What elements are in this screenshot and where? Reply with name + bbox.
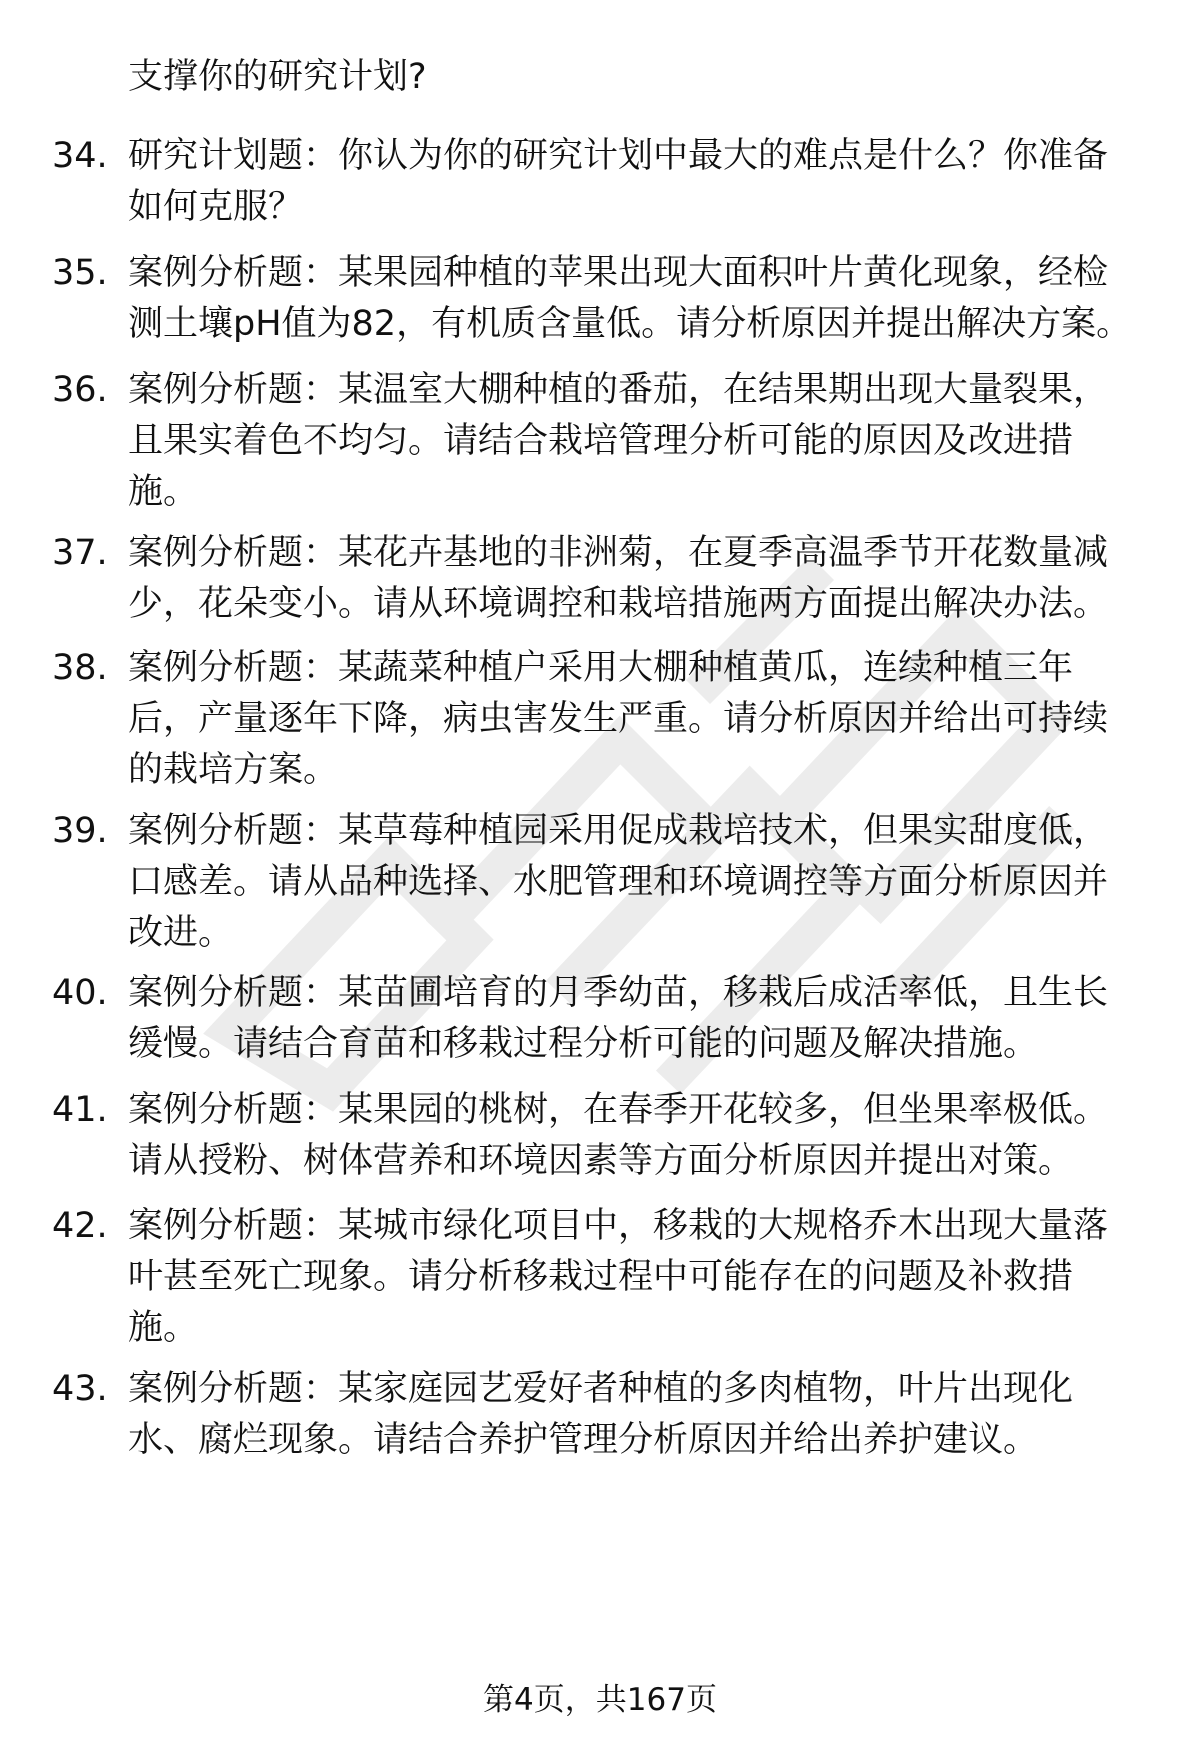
continuation-text: 支撑你的研究计划? [128, 57, 427, 97]
question-item [52, 1085, 1152, 1187]
question-text: 案例分析题：某果园的桃树，在春季开花较多，但坐果率极低。 请从授粉、树体营养和环境因素等方面分析原因并提出对策。 [128, 1090, 1109, 1181]
question-item [52, 1364, 1152, 1466]
page-footer: 第4页，共167页 [483, 1682, 717, 1718]
question-number: 39. [52, 811, 108, 851]
question-number: 38. [52, 648, 108, 688]
question-item [52, 365, 1152, 518]
question-number: 37. [52, 533, 108, 573]
question-text: 案例分析题：某城市绿化项目中，移栽的大规格乔木出现大量落 叶甚至死亡现象。请分析移栽过程中可能存在的问题及补救措 施。 [128, 1206, 1109, 1348]
question-number: 41. [52, 1090, 108, 1130]
question-item [52, 528, 1152, 630]
question-text: 案例分析题：某花卉基地的非洲菊，在夏季高温季节开花数量减 少，花朵变小。请从环境调控和栽培措施两方面提出解决办法。 [128, 533, 1109, 624]
question-text: 研究计划题：你认为你的研究计划中最大的难点是什么？你准备 如何克服？ [128, 136, 1109, 227]
question-text: 案例分析题：某果园种植的苹果出现大面积叶片黄化现象，经检 测土壤pH值为82，有机质含量低。请分析原因并提出解决方案。 [128, 253, 1132, 344]
question-item [52, 806, 1152, 959]
question-text: 案例分析题：某家庭园艺爱好者种植的多肉植物，叶片出现化 水、腐烂现象。请结合养护管理分析原因并给出养护建议。 [128, 1369, 1074, 1460]
question-item [52, 131, 1152, 233]
question-number: 43. [52, 1369, 108, 1409]
question-item [52, 968, 1152, 1070]
question-text: 案例分析题：某苗圃培育的月季幼苗，移栽后成活率低，且生长 缓慢。请结合育苗和移栽过程分析可能的问题及解决措施。 [128, 973, 1109, 1064]
question-item [52, 643, 1152, 796]
question-number: 36. [52, 370, 108, 410]
question-text: 案例分析题：某草莓种植园采用促成栽培技术，但果实甜度低， 口感差。请从品种选择、水肥管理和环境调控等方面分析原因并 改进。 [128, 811, 1109, 953]
question-number: 34. [52, 136, 108, 176]
question-item [52, 248, 1152, 350]
question-number: 42. [52, 1206, 108, 1246]
question-text: 案例分析题：某温室大棚种植的番茄，在结果期出现大量裂果， 且果实着色不均匀。请结合栽培管理分析可能的原因及改进措 施。 [128, 370, 1109, 512]
question-item [52, 1201, 1152, 1354]
question-number: 35. [52, 253, 108, 293]
question-number: 40. [52, 973, 108, 1013]
question-text: 案例分析题：某蔬菜种植户采用大棚种植黄瓜，连续种植三年 后，产量逐年下降，病虫害发生严重。请分析原因并给出可持续 的栽培方案。 [128, 648, 1109, 790]
